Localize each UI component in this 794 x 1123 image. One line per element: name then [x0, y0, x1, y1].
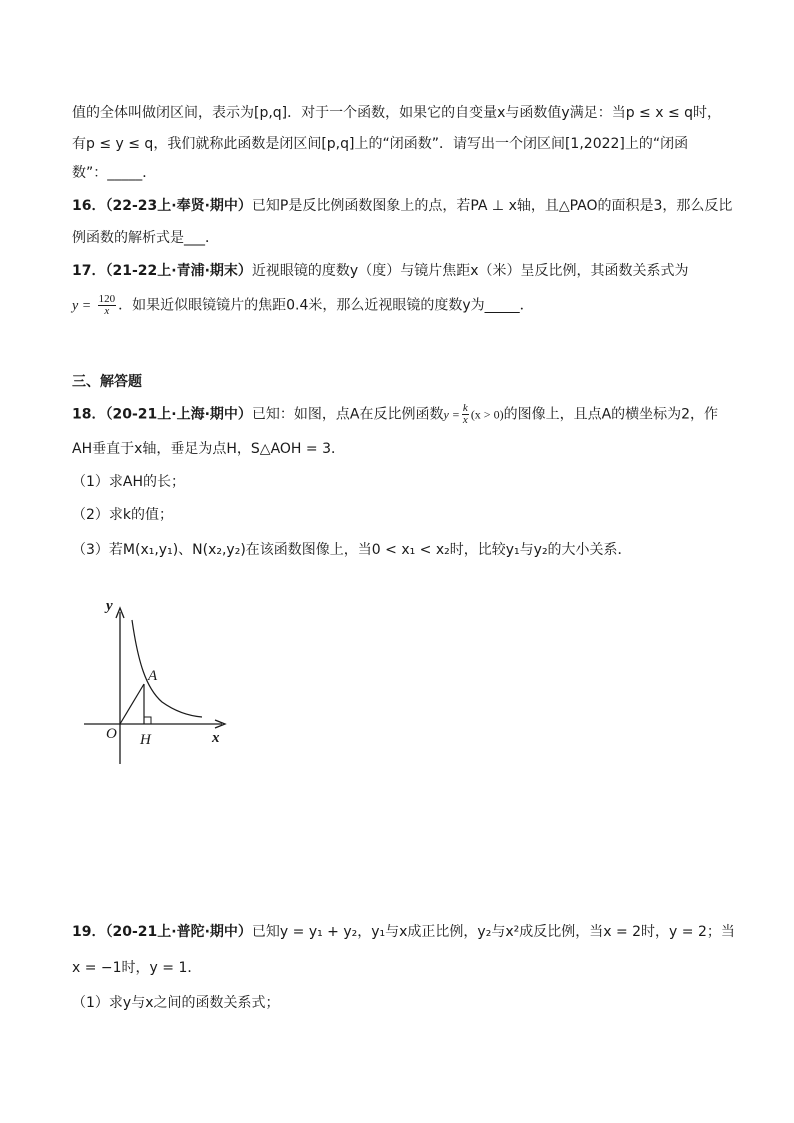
- q18-func-fraction: [462, 403, 469, 426]
- q19-source: （20-21上·普陀·期中）: [105, 924, 252, 940]
- q18-func-lhs: y =: [443, 407, 460, 422]
- label-x: x: [212, 730, 220, 746]
- q18-sub-2: （2）求k的值；: [72, 507, 174, 523]
- q16-text: 已知P是反比例函数图象上的点，若PA ⊥ x轴，且△PAO的面积是3，那么反比: [251, 198, 733, 214]
- q17-source: （21-22上·青浦·期末）: [105, 263, 252, 279]
- q18-number: 18．: [72, 406, 106, 423]
- q19-sub-1: （1）求y与x之间的函数关系式；: [72, 995, 280, 1011]
- hyperbola-curve: [132, 620, 202, 717]
- q18-sub-3: （3）若M(x₁,y₁)、N(x₂,y₂)在该函数图像上，当0 < x₁ < x₂时，比较y₁与y₂的大小关系．: [72, 542, 632, 558]
- q17-fraction-numerator: 120: [98, 293, 116, 305]
- label-y: y: [106, 598, 113, 614]
- section-title-answers: 三、解答题: [72, 374, 142, 390]
- q17-fraction: [98, 294, 117, 317]
- q16-number: 16．: [72, 198, 106, 214]
- q19-number: 19．: [72, 924, 106, 940]
- q18-text-a: 已知：如图，点A在反比例函数: [251, 406, 444, 423]
- q18-line-1: [72, 403, 718, 426]
- q19-text: 已知y = y₁ + y₂，y₁与x成正比例，y₂与x²成反比例，当x = 2时，y = 2；当: [251, 924, 735, 940]
- q16-line-1: [72, 196, 732, 216]
- q18-line-2: AH垂直于x轴，垂足为点H，S△AOH = 3．: [72, 441, 345, 457]
- segment-oa: [120, 684, 144, 724]
- q17-number: 17．: [72, 263, 106, 279]
- q17-line-2: [72, 294, 534, 317]
- label-origin: O: [106, 726, 117, 742]
- q18-source: （20-21上·上海·期中）: [105, 406, 252, 423]
- q19-line-2: x = −1时，y = 1．: [72, 960, 202, 976]
- right-angle-marker: [144, 717, 151, 724]
- q17-text-2: ．如果近似眼镜镜片的焦距0.4米，那么近视眼镜的度数y为_____．: [118, 297, 534, 314]
- q18-func-condition: (x > 0): [470, 407, 504, 422]
- q15-line-3: 数”：_____．: [72, 165, 157, 181]
- q15-line-2: 有p ≤ y ≤ q，我们就称此函数是闭区间[p,q]上的“闭函数”．请写出一个闭区间[1,2022]上的“闭函: [72, 136, 689, 152]
- q18-figure-svg: [80, 592, 240, 772]
- q17-fraction-denominator: x: [104, 305, 110, 317]
- q17-text: 近视眼镜的度数y（度）与镜片焦距x（米）呈反比例，其函数关系式为: [251, 263, 689, 279]
- q18-func-numerator: k: [462, 402, 468, 414]
- label-h: H: [140, 732, 151, 748]
- q16-source: （22-23上·奉贤·期中）: [105, 198, 252, 214]
- q17-line-1: [72, 261, 688, 281]
- q15-line-1: 值的全体叫做闭区间，表示为[p,q]．对于一个函数，如果它的自变量x与函数值y满足：当p ≤ x ≤ q时，: [72, 105, 722, 121]
- label-a: A: [148, 668, 158, 684]
- q18-figure: [80, 592, 240, 776]
- q17-formula-lhs: y =: [72, 298, 92, 314]
- q18-func-denominator: x: [462, 414, 468, 426]
- q19-line-1: [72, 922, 735, 942]
- q18-text-b: 的图像上，且点A的横坐标为2，作: [503, 406, 719, 423]
- q18-sub-1: （1）求AH的长；: [72, 474, 186, 490]
- q16-line-2: 例函数的解析式是___．: [72, 230, 219, 246]
